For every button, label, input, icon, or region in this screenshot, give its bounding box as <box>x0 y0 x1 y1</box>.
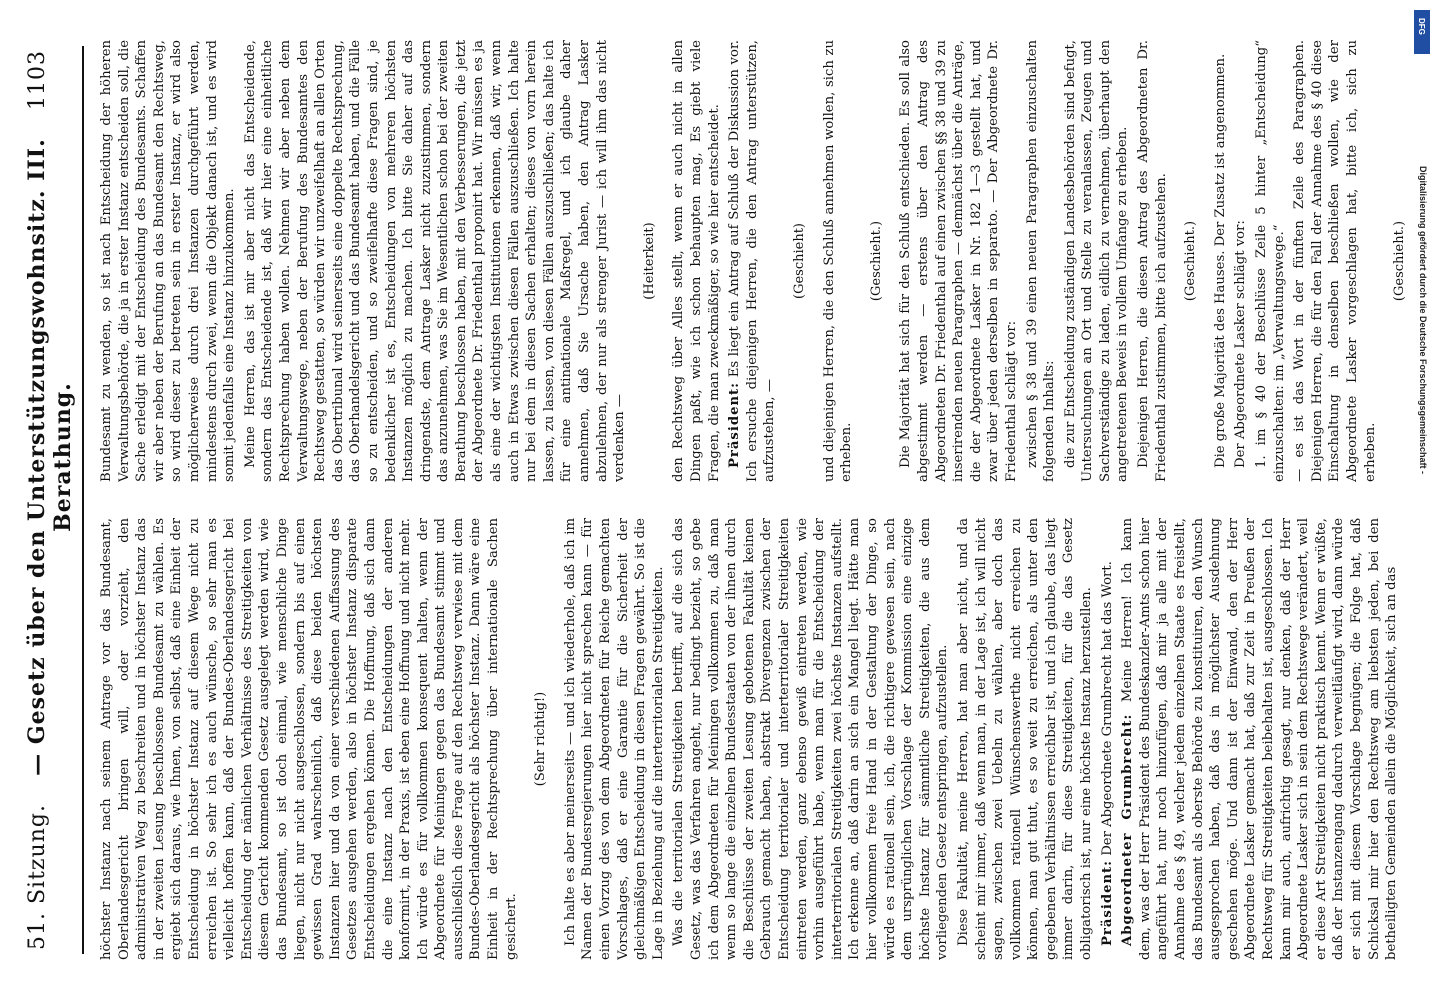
columns <box>98 40 1418 960</box>
speaker-text: Es liegt ein Antrag auf Schluß der Diskussion vor. Ich ersuche diejenigen Herren, die den Antrag unterstützen, aufzustehen, — <box>727 40 778 482</box>
left-column <box>98 518 1418 960</box>
paragraph: Meine Herren, das ist mir aber nicht das Entscheidende, sondern das Entscheidende ist, daß wir hier eine einheitliche Rechtsprechung haben wollen. Nehmen wir aber neben dem Verwaltungswege, neben der Berufung des Bundesamtes den Rechtsweg gestatten, so würden wir unzweifelhaft an allen Orten das Obertribunal wird seinerseits eine doppelte Rechtsprechung, das Oberhandelsgericht und das Bundesamt haben, und die Fälle so zu entscheiden, und so zweifelhafte diese Fragen sind, je bedenklicher ist es, Entscheidungen von mehreren höchsten Instanzen möglich zu machen. Ich bitte Sie daher auf das dringendste, dem Antrage Lasker nicht zuzustimmen, sondern das anzunehmen, was Sie im Wesentlichen schon bei der zweiten Berathung beschlossen haben, mit den Verbesserungen, die jetzt der Abgeordnete Dr. Friedenthal proponirt hat. Wir müssen es ja als eine der wichtigsten Institutionen erkennen, daß wir, wenn auch in Etwas zwischen diesen Fällen auszuschließen. Ich halte nur bei dem in diesen Sachen erhalten; dieses von vorn herein lassen, zu lassen, von diesen Fällen auszuschließen; das halte ich für eine antinationale Maßregel, und ich glaube daher annehmen, daß Sie Ursache haben, den Antrag Lasker abzulehnen, der nur als strenger Jurist — ich will ihm das nicht verdenken — <box>242 40 628 482</box>
paragraph: Die Majorität hat sich für den Schluß entschieden. Es soll also abgestimmt werden — erstens über den Antrag des Abgeordneten Dr. Friedenthal auf einen zwischen §§ 38 und 39 zu inserirenden neuen Paragraphen — demnächst über die Anträge, die der Abgeordnete Lasker in Nr. 182 1—3 gestellt hat, und zwar über jeden derselben in separato. — Der Abgeordnete Dr. Friedenthal schlägt vor: <box>898 40 1019 482</box>
speaker-paragraph <box>1119 518 1401 960</box>
right-column <box>98 40 1418 482</box>
paragraph: Der Abgeordnete Lasker schlägt vor: <box>1233 220 1249 468</box>
speaker-paragraph <box>1099 518 1117 960</box>
paragraph: Ich halte es aber meinerseits — und ich wiederhole, daß ich im Namen der Bundesregierungen hier nicht sprechen kann — für einen Vorzug des von dem Abgeordneten für Reiche gemachten Vorschlages, daß er eine Garantie für die Sicherheit der gleichmäßigen Entscheidung in diesen Fragen gewährt. So ist die Lage in Beziehung auf die interterritorialen Streitigkeiten. <box>562 518 666 960</box>
dfg-logo-text: DFG <box>1417 18 1426 35</box>
digitization-sidebar <box>1414 6 1430 994</box>
interjection: (Geschieht.) <box>1183 220 1199 302</box>
page-title: — Gesetz über den Unterstützungswohnsitz. III. Berathung. <box>24 138 76 776</box>
quoted-motion: die zur Entscheidung zuständigen Landesbehörden sind befugt, Untersuchungen an Ort und Stelle zu veranlassen, Zeugen und Sachverständige zu laden, eidlich zu vernehmen, überhaupt den angetretenen Beweis in vollem Umfange zu erheben. <box>1062 40 1131 482</box>
interjection: (Geschieht.) <box>868 220 884 302</box>
interjection: (Geschieht.) <box>1392 220 1408 302</box>
speaker-text: Meine Herren! Ich kann dem, was der Herr Präsident des Bundeskanzler-Amts schon hier angeführt hat, nur noch hinzufügen, daß mir ja alle mit der Annahme des § 49, welcher jedem einzelnen Staate es freistellt, das Bundesamt als oberste Behörde zu konstituiren, den Wunsch ausgesprochen haben, daß das in möglichster Ausdehnung geschehen möge. Und dann ist der Einwand, den der Herr Abgeordnete Lasker gemacht hat, daß zur Zeit in Preußen der Rechtsweg für Streitigkeiten beibehalten ist, ausgeschlossen. Ich kann mir auch, aufrichtig gesagt, nur denken, daß der Herr Abgeordnete Lasker sich in sein dem Rechtswege verändert, weil er diese Art Streitigkeiten nicht praktisch kennt. Wenn er wüßte, daß der Instanzengang dadurch verweitläufigt wird, dann würde er sich mit diesem Vorschlage begnügen; die Folge hat, daß Schicksal mir hier den Rechtsweg am liebsten jeden, bei den betheiligten Gemeinden allein die Möglichkeit, sich an das <box>1120 518 1400 960</box>
session-label: 51. Sitzung. <box>25 804 50 950</box>
paragraph: Diejenigen Herren, die diesen Antrag des Abgeordneten Dr. Friedenthal zustimmen, bitte ich aufzustehen. <box>1136 40 1169 482</box>
speaker-label: Abgeordneter Grumbrecht: <box>1120 713 1136 946</box>
interjection: (Sehr richtig!) <box>533 691 549 787</box>
quoted-motion: 1. im § 40 der Beschlüsse Zeile 5 hinter „Entscheidung“ einzuschalten: im „Verwaltungswege.“ <box>1254 40 1287 482</box>
paragraph: Bundesamt zu wenden, so ist nach Entscheidung der höheren Verwaltungsbehörde, die ja in erster Instanz entscheiden soll, die Sache erledigt mit der Entscheidung des Bundesamts. Schaffen wir aber neben der Berufung an das Bundesamt den Rechtsweg, so wird dieser zu betreten sein in erster Instanz, er wird also möglicherweise durch drei Instanzen durchgeführt werden, mindestens durch zwei, wenn die Objekt danach ist, und es wird somit jedenfalls eine Instanz hinzukommen. <box>99 40 238 482</box>
speaker-label: Präsident: <box>727 381 743 468</box>
paragraph: Diese Fakultät, meine Herren, hat man aber nicht, und da scheint mir immer, daß wenn man, in der Lage ist, ich will nicht sagen, zwischen zwei Uebeln zu wählen, aber doch das vollkommen rationell Wünschenswerthe nicht erreichen zu können, man gut thut, es so weit zu erreichen, als unter den gegebenen Verhältnissen erreichbar ist, und ich glaube, das liegt immer darin, für diese Streitigkeiten, für die das Gesetz obligatorisch ist, nur eine höchste Instanz herzustellen. <box>955 518 1095 960</box>
quoted-motion: zwischen § 38 und 39 einen neuen Paragraphen einzuschalten folgenden Inhalts: <box>1024 40 1058 482</box>
header-rule <box>82 46 84 954</box>
interjection: (Geschieht) <box>791 223 807 299</box>
speaker-paragraph <box>726 40 779 482</box>
interjection: (Heiterkeit) <box>641 222 657 300</box>
speaker-label: Präsident: <box>1099 859 1115 946</box>
paragraph: Die große Majorität des Hauses. Der Zusatz ist angenommen. <box>1212 53 1228 468</box>
page-header <box>24 40 82 960</box>
paragraph: — es ist das Wort in der fünften Zeile des Paragraphen. Diejenigen Herren, die für den Fall der Annahme des § 40 diese Einschaltung in denselben beschließen wollen, wie der Abgeordnete Lasker vorgeschlagen hat, bitte ich, sich zu erheben. <box>1292 40 1378 482</box>
funding-notice: Digitalisierung gefördert durch die Deutsche Forschungsgemeinschaft - <box>1418 166 1428 475</box>
paragraph: und diejenigen Herren, die den Schluß annehmen wollen, sich zu erheben. <box>821 40 855 482</box>
dfg-logo <box>1414 10 1430 54</box>
paragraph: den Rechtsweg über Alles stellt, wenn er auch nicht in allen Dingen paßt, wie ich schon behaupten mag, Es giebt viele Fragen, die man zweckmäßiger, so wie hier entscheidet. <box>671 40 722 482</box>
paragraph: Was die territorialen Streitigkeiten betrifft, auf die sich das Gesetz, was das Verfahren angeht, nur bedingt bezieht, so gebe ich dem Abgeordneten für Meiningen vollkommen zu, daß man wenn so lange die einzelnen Bundesstaaten von der ihnen durch die Beschlüsse der zweiten Lesung gebotenen Fakultät keinen Gebrauch gemacht haben, abstrakt Divergenzen zwischen der Entscheidung territorialer und interterritorialer Streitigkeiten eintreten werden, ganz ebenso gewiß eintreten werden, wie vorhin ausgeführt habe, wenn man für die Entscheidung der interterritorialen Streitigkeiten zwei höchste Instanzen aufstellt. Ich erkenne an, daß darin an sich ein Mangel liegt. Hätte man hier vollkommen freie Hand in der Gestaltung der Dinge, so würde es rationell sein, ich, die richtigere gewesen sein, nach dem ursprünglichen Vorschlage der Kommission eine einzige höchste Instanz für sämmtliche Streitigkeiten, die aus dem vorliegenden Gesetz entspringen, aufzustellen. <box>671 518 951 960</box>
speaker-text: Der Abgeordnete Grumbrecht hat das Wort. <box>1099 561 1115 856</box>
paragraph: höchster Instanz nach seinem Antrage vor das Bundesamt, Oberlandesgericht bringen will, oder vorzieht, den administrativen Weg zu beschreiten und in höchster Instanz das in der zweiten Lesung beschlossene Bundesamt zu wählen. Es ergiebt sich daraus, wie Ihnen, von selbst, daß eine Einheit der Entscheidung in höchster Instanz auf diesem Wege nicht zu erreichen ist. So sehr ich es auch wünsche, so sehr man es vielleicht hoffen kann, daß der Bundes-Oberlandesgericht bei Entscheidung der nämlichen Verhältnisse des Streitigkeiten von diesem Gericht kommenden Gesetz ausgelegt werden wird, wie das Bundesamt, so ist doch einmal, wie menschliche Dinge liegen, nicht nur nicht ausgeschlossen, sondern bis auf einen gewissen Grad wahrscheinlich, daß diese beiden höchsten Instanzen hier und da von einer verschiedenen Auffassung des Gesetzes ausgehen werden, also in höchster Instanz disparate Entscheidungen ergehen können. Die Hoffnung, daß sich dann die eine Instanz nach den Entscheidungen der anderen konformirt, in der Praxis, ist eben eine Hoffnung und nicht mehr. Ich würde es für vollkommen konsequent halten, wenn der Abgeordnete für Meiningen gegen das Bundesamt stimmt und ausschließlich diese Frage auf den Rechtsweg verwiese mit dem Bundes-Oberlandesgericht als höchster Instanz. Dann wäre eine Einheit in der Rechtsprechung über internationale Sachen gesichert. <box>99 518 519 960</box>
page-number: 1103 <box>25 50 50 110</box>
